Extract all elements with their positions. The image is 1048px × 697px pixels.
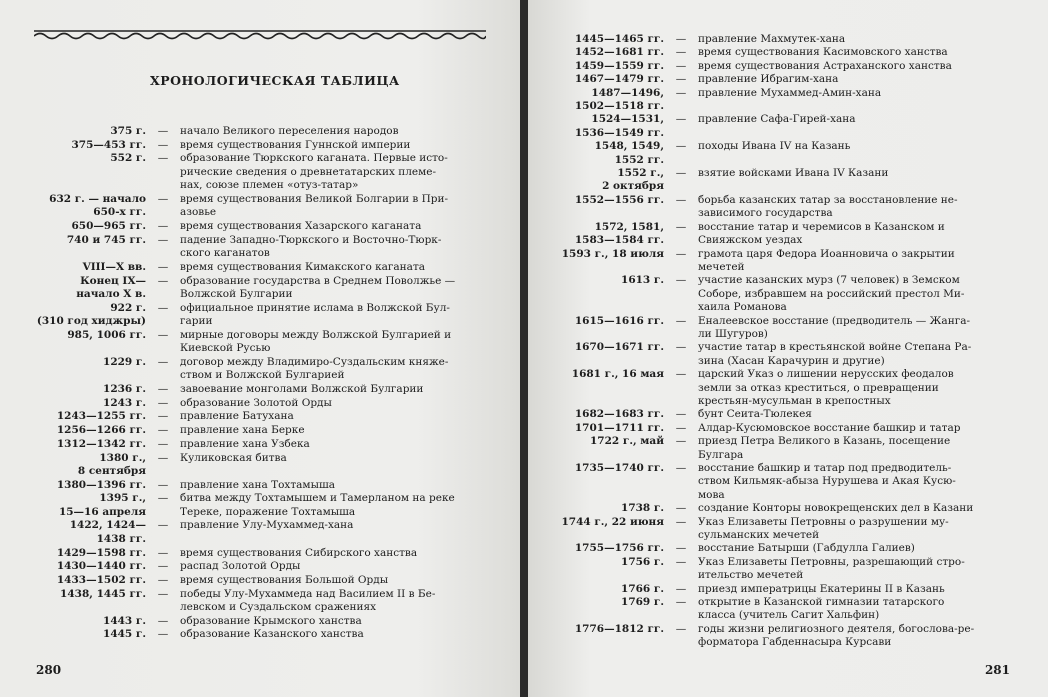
row-date: 1380—1396 гг. [56, 478, 146, 491]
row-date: 1487—1496, 1502—1518 гг. [574, 86, 664, 113]
row-date: 1593 г., 18 июля [561, 247, 664, 260]
row-date: 1443 г. [103, 614, 146, 627]
row-dash: — [157, 301, 169, 314]
row-dash: — [675, 220, 687, 233]
row-dash: — [157, 382, 169, 395]
row-description: образование Казанского ханства [180, 628, 364, 641]
row-description: восстание татар и черемисов в Казанском и Свияжском уездах [698, 220, 945, 247]
chronology-row [528, 341, 1048, 368]
row-dash: — [675, 462, 687, 474]
chronology-row [528, 502, 1048, 515]
row-date: 1395 г., 15—16 апреля [58, 492, 146, 518]
row-date: 650—965 гг. [71, 220, 146, 233]
chronology-row [528, 516, 1048, 543]
row-date: 1467—1479 гг. [574, 73, 664, 86]
chronology-list-right [528, 33, 1048, 650]
chronology-row [0, 275, 520, 302]
chronology-row [528, 315, 1048, 342]
row-description: правление Махмутек-хана [698, 33, 846, 45]
row-description: правление Ибрагим-хана [698, 73, 839, 86]
row-description: официальное принятие ислама в Волжской Бул- гарии [180, 301, 450, 328]
row-date: 1243—1255 гг. [56, 410, 146, 423]
row-description: падение Западно-Тюркского и Восточно-Тюрк- ского каганатов [180, 233, 442, 260]
row-description: Указ Елизаветы Петровны о разрушении му- сульманских мечетей [698, 515, 949, 542]
row-description: походы Ивана IV на Казань [698, 140, 851, 153]
row-description: Куликовская битва [180, 451, 287, 464]
chronology-row [0, 574, 520, 587]
row-description: распад Золотой Орды [180, 560, 301, 573]
row-date: 375—453 гг. [71, 138, 146, 151]
row-dash: — [157, 410, 169, 423]
chronology-row [0, 519, 520, 546]
row-date: 1422, 1424— 1438 гг. [69, 519, 146, 545]
row-date: 1552 г., 2 октября [602, 167, 664, 193]
row-description: участие казанских мурз (7 человек) в Земском Соборе, избравшем на российский престол Ми- хаила Романова [698, 274, 965, 314]
row-date: 1380 г., 8 сентября [77, 451, 146, 477]
row-description: время существования Хазарского каганата [180, 220, 422, 233]
row-dash: — [157, 260, 169, 273]
row-date: 1459—1559 гг. [574, 59, 664, 72]
row-dash: — [157, 328, 169, 341]
row-date: 1552—1556 гг. [574, 193, 664, 206]
row-description: восстание башкир и татар под предводитель- ством Кильмяк-абыза Нурушева и Акая Кусю- мова [698, 462, 956, 501]
chronology-row [0, 302, 520, 329]
row-date: 1615—1616 гг. [574, 314, 664, 327]
row-description: правление хана Тохтамыша [180, 478, 335, 491]
chronology-row [0, 452, 520, 479]
row-date: 1445—1465 гг. [574, 33, 664, 45]
chronology-row [0, 152, 520, 192]
chronology-row [528, 46, 1048, 59]
row-date: 1438, 1445 гг. [60, 587, 146, 600]
row-dash: — [157, 125, 169, 137]
chronology-row [0, 438, 520, 451]
chronology-row [528, 422, 1048, 435]
row-date: 1681 г., 16 мая [571, 368, 664, 381]
row-date: 1613 г. [621, 274, 664, 287]
row-description: договор между Владимиро-Суздальским княже- ством и Волжской Булгарией [180, 355, 449, 382]
row-date: 1229 г. [103, 355, 146, 368]
chronology-row [528, 248, 1048, 275]
chronology-row [0, 628, 520, 641]
row-dash: — [157, 628, 169, 641]
chronology-row [528, 542, 1048, 555]
row-dash: — [675, 33, 687, 45]
row-date: 740 и 745 гг. [66, 233, 146, 246]
row-description: образование Крымского ханства [180, 614, 362, 627]
row-date: 632 г. — начало 650-х гг. [49, 192, 146, 219]
decorative-border-ornament [34, 28, 486, 40]
row-date: Конец IX— начало X в. [76, 274, 146, 300]
row-description: годы жизни религиозного деятеля, богослова-ре- форматора Габденнасыра Курсави [698, 622, 975, 649]
row-dash: — [675, 193, 687, 206]
chronology-row [528, 60, 1048, 73]
row-dash: — [675, 555, 687, 568]
row-description: борьба казанских татар за восстановление не- зависимого государства [698, 193, 958, 220]
row-description: Еналеевское восстание (предводитель — Жангa- ли Шугуров) [698, 314, 971, 340]
row-dash: — [675, 502, 687, 515]
row-dash: — [675, 515, 687, 528]
row-dash: — [157, 220, 169, 233]
row-description: завоевание монголами Волжской Булгарии [180, 382, 424, 395]
row-date: 1548, 1549, 1552 гг. [594, 140, 664, 166]
row-dash: — [157, 478, 169, 491]
row-description: правление хана Узбека [180, 437, 310, 450]
row-description: мирные договоры между Волжской Булгарией и Киевской Русью [180, 328, 452, 355]
chronology-row [0, 560, 520, 573]
row-description: правление Улу-Мухаммед-хана [180, 519, 354, 532]
row-dash: — [675, 140, 687, 153]
row-description: открытие в Казанской гимназии татарского класса (учитель Сагит Хальфин) [698, 596, 945, 622]
chronology-row [528, 140, 1048, 167]
chronology-row [528, 274, 1048, 314]
row-dash: — [675, 435, 687, 448]
chronology-row [528, 33, 1048, 46]
row-dash: — [157, 355, 169, 368]
row-dash: — [157, 152, 169, 165]
row-dash: — [157, 233, 169, 246]
row-dash: — [675, 622, 687, 635]
row-dash: — [157, 492, 169, 505]
row-description: время существования Сибирского ханства [180, 546, 418, 559]
row-date: 1524—1531, 1536—1549 гг. [574, 113, 664, 139]
row-dash: — [157, 519, 169, 532]
chronology-row [528, 167, 1048, 194]
row-dash: — [157, 138, 169, 151]
row-date: 1738 г. [621, 502, 664, 515]
row-date: 1430—1440 гг. [56, 560, 146, 573]
row-dash: — [675, 86, 687, 99]
row-description: приезд Петра Великого в Казань, посещение Булгара [698, 435, 951, 461]
row-description: восстание Батырши (Габдулла Галиев) [698, 542, 915, 555]
row-dash: — [675, 368, 687, 381]
row-dash: — [157, 573, 169, 586]
chronology-row [0, 383, 520, 396]
chronology-row [528, 368, 1048, 408]
chronology-row [528, 113, 1048, 140]
row-description: Алдар-Кусюмовское восстание башкир и татар [698, 421, 961, 434]
row-description: образование Золотой Орды [180, 396, 332, 409]
chronology-row [0, 329, 520, 356]
chronology-row [0, 397, 520, 410]
row-date: 1755—1756 гг. [574, 542, 664, 555]
chronology-row [528, 73, 1048, 86]
row-date: VIII—X вв. [82, 260, 146, 273]
row-dash: — [157, 274, 169, 287]
row-date: 985, 1006 гг. [67, 328, 146, 341]
chronology-row [528, 435, 1048, 462]
row-description: битва между Тохтамышем и Тамерланом на реке Тереке, поражение Тохтамыша [180, 492, 455, 518]
row-date: 375 г. [110, 125, 146, 137]
row-dash: — [675, 73, 687, 86]
chronology-row [0, 125, 520, 138]
row-dash: — [157, 424, 169, 437]
row-dash: — [157, 192, 169, 205]
row-dash: — [157, 614, 169, 627]
row-date: 1433—1502 гг. [56, 573, 146, 586]
row-description: время существования Кимакского каганата [180, 260, 426, 273]
page-number-right: 281 [984, 663, 1010, 677]
row-date: 1744 г., 22 июня [561, 515, 664, 528]
row-dash: — [675, 46, 687, 59]
row-description: правление Сафа-Гирей-хана [698, 113, 856, 126]
chronology-row [0, 479, 520, 492]
row-dash: — [157, 437, 169, 450]
row-dash: — [675, 341, 687, 354]
row-dash: — [675, 274, 687, 287]
row-date: 1701—1711 гг. [574, 421, 664, 434]
row-date: 1236 г. [103, 382, 146, 395]
row-dash: — [157, 560, 169, 573]
row-description: правление хана Берке [180, 424, 305, 437]
row-dash: — [675, 113, 687, 126]
page-title: ХРОНОЛОГИЧЕСКАЯ ТАБЛИЦА [150, 73, 400, 88]
row-date: 1766 г. [621, 582, 664, 595]
chronology-row [528, 462, 1048, 502]
row-dash: — [675, 167, 687, 180]
chronology-row [528, 556, 1048, 583]
chronology-row [0, 410, 520, 423]
left-page [0, 0, 520, 697]
chronology-row [528, 87, 1048, 114]
page-number-left: 280 [36, 663, 62, 677]
row-description: грамота царя Федора Иоанновича о закрытии мечетей [698, 247, 955, 273]
row-dash: — [675, 542, 687, 555]
row-date: 1682—1683 гг. [574, 408, 664, 421]
row-description: создание Конторы новокрещенских дел в Казани [698, 502, 974, 515]
row-description: образование государства в Среднем Поволжье — Волжской Булгарии [180, 274, 456, 300]
row-dash: — [157, 546, 169, 559]
row-date: 922 г. (310 год хиджры) [36, 301, 146, 328]
chronology-row [0, 234, 520, 261]
row-date: 1769 г. [621, 596, 664, 609]
row-dash: — [157, 396, 169, 409]
row-dash: — [675, 247, 687, 260]
chronology-row [0, 588, 520, 615]
row-date: 552 г. [110, 152, 146, 165]
row-date: 1243 г. [103, 396, 146, 409]
chronology-row [0, 193, 520, 220]
chronology-row [0, 139, 520, 152]
row-description: Указ Елизаветы Петровны, разрешающий стро- ительство мечетей [698, 555, 965, 582]
row-description: время существования Касимовского ханства [698, 46, 948, 59]
row-description: правление Батухана [180, 410, 294, 423]
chronology-row [0, 261, 520, 274]
row-dash: — [675, 314, 687, 327]
row-date: 1735—1740 гг. [574, 462, 664, 474]
chronology-row [528, 221, 1048, 248]
row-date: 1572, 1581, 1583—1584 гг. [574, 220, 664, 247]
row-description: время существования Великой Болгарии в При- азовье [180, 192, 449, 219]
row-description: образование Тюркского каганата. Первые исто- рические сведения о древнетатарских племе- нах, союзе племен «отуз-татар» [180, 152, 448, 192]
row-description: приезд императрицы Екатерины II в Казань [698, 582, 945, 595]
row-description: победы Улу-Мухаммеда над Василием II в Бе- левском и Суздальском сражениях [180, 587, 436, 614]
row-description: правление Мухаммед-Амин-хана [698, 86, 882, 99]
chronology-list-left [0, 125, 520, 642]
chronology-row [528, 583, 1048, 596]
row-dash: — [675, 596, 687, 609]
chronology-row [0, 547, 520, 560]
row-description: время существования Большой Орды [180, 573, 389, 586]
row-date: 1776—1812 гг. [574, 622, 664, 635]
row-date: 1429—1598 гг. [56, 546, 146, 559]
row-dash: — [675, 421, 687, 434]
chronology-row [528, 623, 1048, 650]
row-date: 1256—1266 гг. [56, 424, 146, 437]
row-description: время существования Гуннской империи [180, 138, 411, 151]
chronology-row [0, 615, 520, 628]
row-date: 1722 г., май [590, 435, 664, 448]
row-description: начало Великого переселения народов [180, 125, 399, 137]
chronology-row [0, 424, 520, 437]
chronology-row [528, 596, 1048, 623]
row-description: взятие войсками Ивана IV Казани [698, 167, 889, 180]
chronology-row [528, 408, 1048, 421]
row-date: 1452—1681 гг. [574, 46, 664, 59]
row-description: царский Указ о лишении нерусских феодалов земли за отказ креститься, о превращении крестьян-мусульман в крепостных [698, 368, 954, 407]
row-date: 1756 г. [621, 555, 664, 568]
row-dash: — [157, 451, 169, 464]
row-dash: — [675, 408, 687, 421]
chronology-row [0, 220, 520, 233]
row-dash: — [157, 587, 169, 600]
chronology-row [528, 194, 1048, 221]
row-description: время существования Астраханского ханства [698, 59, 952, 72]
row-date: 1312—1342 гг. [56, 437, 146, 450]
row-description: бунт Сеита-Тюлекея [698, 408, 812, 421]
chronology-row [0, 356, 520, 383]
right-page [528, 0, 1048, 697]
row-dash: — [675, 59, 687, 72]
row-dash: — [675, 582, 687, 595]
row-description: участие татар в крестьянской войне Степана Ра- зина (Хасан Карачурин и другие) [698, 341, 972, 367]
row-date: 1670—1671 гг. [574, 341, 664, 354]
row-date: 1445 г. [103, 628, 146, 641]
chronology-row [0, 492, 520, 519]
